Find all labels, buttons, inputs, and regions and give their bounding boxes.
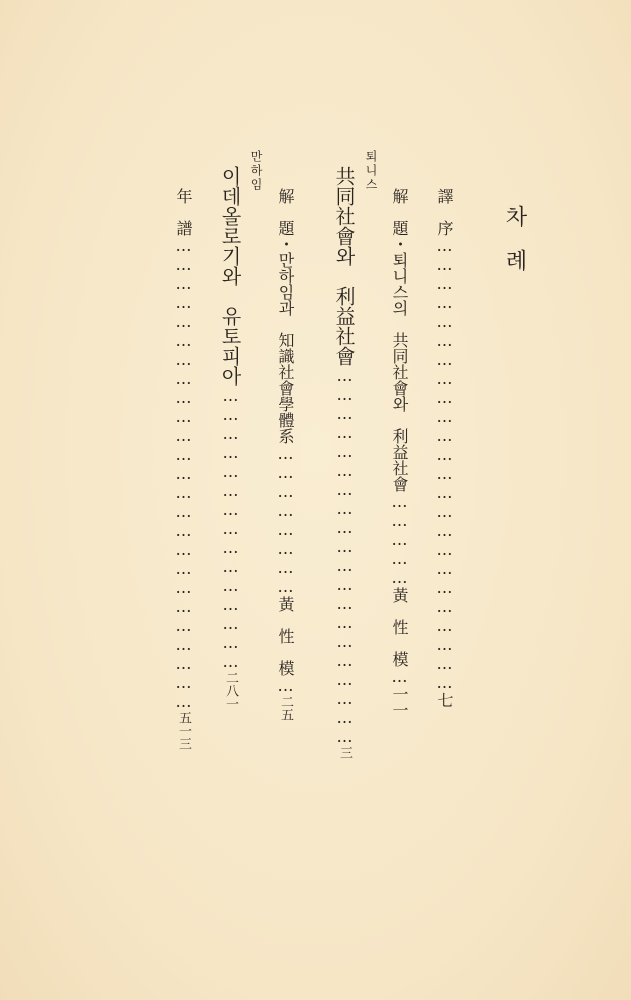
- page-number: 五一三: [176, 711, 191, 750]
- dot-leader: ……………: [390, 492, 409, 587]
- entry-author: 黃 性 模: [276, 596, 295, 676]
- toc-entry-mannheim-intro[interactable]: [277, 188, 293, 721]
- page-number: 三: [337, 746, 352, 759]
- toc-entry-chronology[interactable]: [175, 188, 191, 750]
- page-number: 一一: [390, 686, 409, 718]
- entry-label: 譯 序: [435, 188, 454, 236]
- entry-author: 黃 性 模: [390, 587, 409, 667]
- toc-entry-ideology-utopia[interactable]: [220, 166, 240, 710]
- toc-entry-gemeinschaft[interactable]: [334, 166, 354, 759]
- entry-label: 年 譜: [174, 188, 193, 236]
- toc-entry-tonnies-intro[interactable]: [391, 188, 407, 718]
- dot-leader: ……………………………………………………: [335, 366, 354, 746]
- dot-leader: ……………………: [276, 444, 295, 596]
- entry-label: 이데올로기와 유토피아: [218, 166, 242, 386]
- entry-label: 共同社會와 利益社會: [332, 166, 356, 366]
- page-number: 二八一: [223, 671, 238, 710]
- dot-leader: ………………………………………………………………: [435, 236, 454, 692]
- page-number: 二五: [278, 695, 293, 721]
- dot-leader-short: …: [276, 676, 295, 695]
- page-number: 七: [435, 692, 454, 708]
- toc-entry-preface[interactable]: [436, 188, 452, 708]
- dot-leader: ………………………………………: [221, 386, 240, 671]
- entry-author-name: 퇴니스: [364, 150, 378, 192]
- entry-author-name: 만하임: [249, 150, 263, 192]
- toc-title: 차례: [502, 205, 527, 293]
- entry-label: 解 題・만하임과 知識社會學體系: [276, 188, 295, 444]
- dot-leader-short: …: [390, 667, 409, 686]
- dot-leader: …………………………………………………………………: [174, 236, 193, 711]
- entry-label: 解 題・퇴니스의 共同社會와 利益社會: [390, 188, 409, 492]
